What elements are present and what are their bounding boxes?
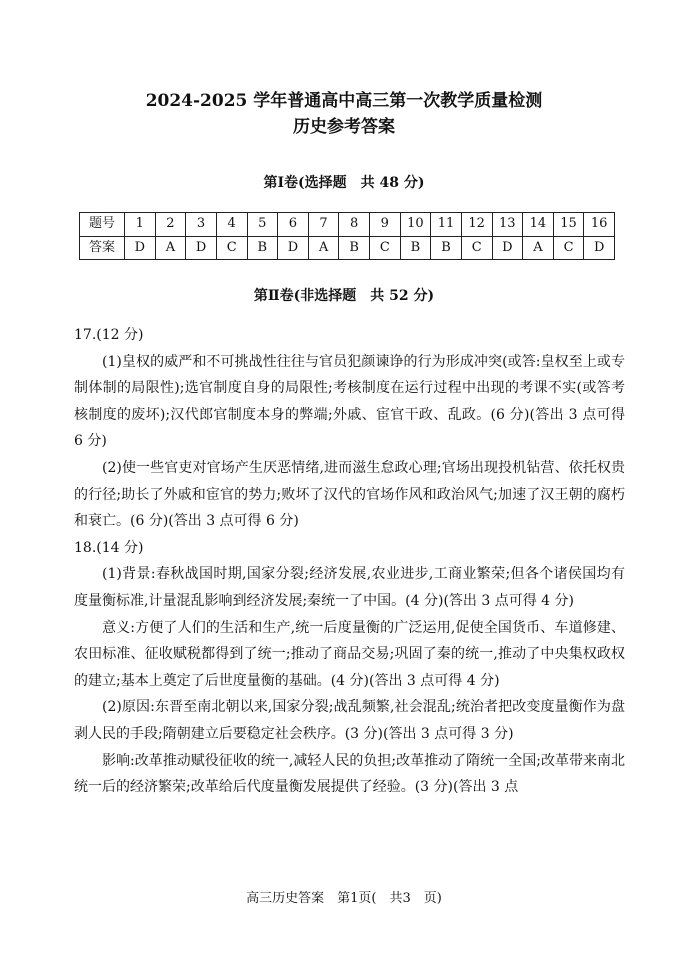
answer-cell: C (553, 236, 584, 260)
question-number: 1 (125, 213, 156, 237)
answer-cell: C (461, 236, 492, 260)
question-number: 14 (523, 213, 554, 237)
answer-cell: B (431, 236, 462, 260)
question-number: 2 (155, 213, 186, 237)
page-footer: 高三历史答案 第1页( 共3 页) (246, 891, 442, 906)
answer-cell: B (247, 236, 278, 260)
question-number: 13 (492, 213, 523, 237)
q17-answer-2: (2)使一些官吏对官场产生厌恶情绪,进而滋生怠政心理;官场出现投机钻营、依托权贵的行径;助长了外戚和宦官的势力;败坏了汉代的官场作风和政治风气;加速了汉王朝的腐朽和衰亡。(6 分)(答出 3 点可得 6 分) (74, 459, 625, 530)
question-number: 4 (216, 213, 247, 237)
answer-table (79, 212, 615, 260)
question-number: 12 (461, 213, 492, 237)
question-number: 8 (339, 213, 370, 237)
q17-label: 17.(12 分) (74, 327, 144, 343)
q18-answer-2-reasons: (2)原因:东晋至南北朝以来,国家分裂;战乱频繁,社会混乱;统治者把改变度量衡作为盘剥人民的手段;隋朝建立后要稳定社会秩序。(3 分)(答出 3 点可得 3 分) (74, 699, 625, 742)
q18-answer-1-significance: 意义:方便了人们的生活和生产,统一后度量衡的广泛运用,促使全国货币、车道修建、农田标准、征收赋税都得到了统一;推动了商品交易;巩固了秦的统一,推动了中央集权政权的建立;基本上奠定了后世度量衡的基础。(4 分)(答出 3 点可得 4 分) (74, 619, 625, 689)
answer-body (74, 322, 625, 801)
question-number: 15 (553, 213, 584, 237)
row-label-answer: 答案 (80, 236, 125, 260)
answer-cell: D (492, 236, 523, 260)
answer-cell: C (216, 236, 247, 260)
q18-answer-1-background: (1)背景:春秋战国时期,国家分裂;经济发展,农业进步,工商业繁荣;但各个诸侯国均有度量衡标准,计量混乱影响到经济发展;秦统一了中国。(4 分)(答出 3 点可得 4 分) (74, 566, 625, 609)
question-number: 3 (186, 213, 217, 237)
answer-cell: C (370, 236, 401, 260)
document-title: 2024-2025 学年普通高中高三第一次教学质量检测 (145, 91, 543, 111)
answer-cell: B (339, 236, 370, 260)
question-number: 6 (278, 213, 309, 237)
part1-heading: 第Ⅰ卷(选择题 共 48 分) (263, 175, 425, 191)
question-number: 7 (308, 213, 339, 237)
question-number: 9 (370, 213, 401, 237)
answer-cell: D (584, 236, 615, 260)
answer-cell: D (278, 236, 309, 260)
answer-cell: A (308, 236, 339, 260)
answer-cell: A (155, 236, 186, 260)
question-number: 10 (400, 213, 431, 237)
answer-row (80, 236, 615, 260)
answer-cell: B (400, 236, 431, 260)
answer-cell: A (523, 236, 554, 260)
part2-heading: 第Ⅱ卷(非选择题 共 52 分) (253, 288, 435, 304)
q17-answer-1: (1)皇权的威严和不可挑战性往往与官员犯颜谏诤的行为形成冲突(或答:皇权至上或专制体制的局限性);选官制度自身的局限性;考核制度在运行过程中出现的考课不实(或答考核制度的废坏);汉代郎官制度本身的弊端;外戚、宦官干政、乱政。(6 分)(答出 3 点可得 6 分) (74, 353, 625, 450)
question-number: 16 (584, 213, 615, 237)
answer-cell: D (186, 236, 217, 260)
row-label-number: 题号 (80, 213, 125, 237)
q18-answer-2-impact: 影响:改革推动赋役征收的统一,减轻人民的负担;改革推动了隋统一全国;改革带来南北统一后的经济繁荣;改革给后代度量衡发展提供了经验。(3 分)(答出 3 点 (74, 752, 625, 796)
answer-cell: D (125, 236, 156, 260)
document-subtitle: 历史参考答案 (293, 117, 395, 137)
question-number-row (80, 213, 615, 237)
question-number: 11 (431, 213, 462, 237)
question-number: 5 (247, 213, 278, 237)
q18-label: 18.(14 分) (74, 539, 144, 556)
